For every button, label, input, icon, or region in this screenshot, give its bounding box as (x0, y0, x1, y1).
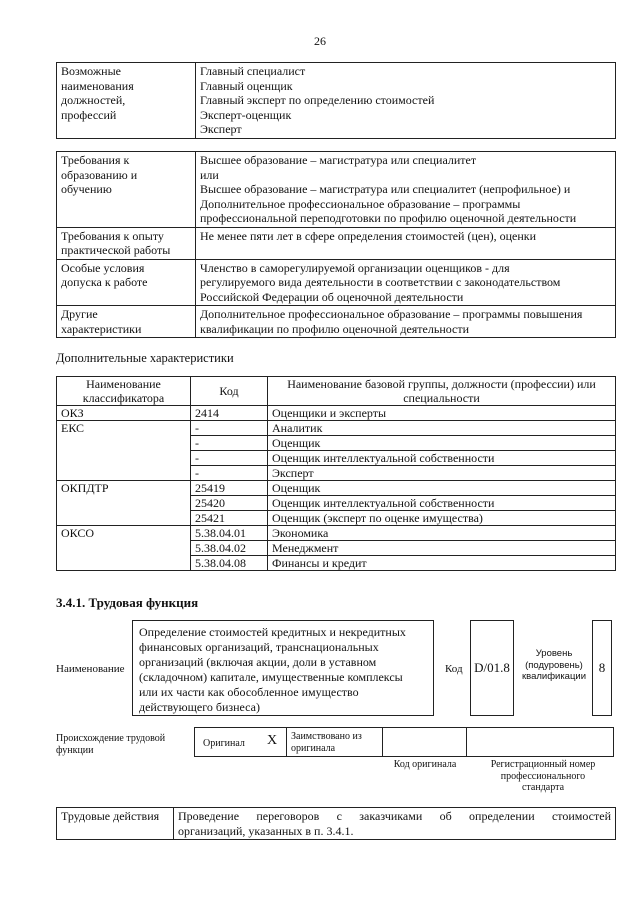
value-line: Высшее образование – магистратура или специалитет (200, 153, 477, 167)
reg-label-line: Регистрационный номер (490, 759, 596, 770)
function-name-box (132, 620, 434, 716)
header-line: классификатора (82, 391, 165, 405)
classifier-code: 25419 (191, 481, 268, 496)
label-line: образованию и (61, 167, 138, 182)
classifier-name: ОКЗ (57, 406, 191, 421)
classifier-title: Оценщик (268, 436, 616, 451)
label-line: характеристики (61, 321, 142, 336)
classifier-title: Аналитик (268, 421, 616, 436)
classifier-code: - (191, 451, 268, 466)
function-name-line: организаций (включая акции, доли в уставном (139, 655, 377, 669)
original-label: Оригинал (203, 738, 245, 749)
table-row (57, 406, 616, 421)
table-row (57, 481, 616, 496)
origin-divider (286, 727, 287, 757)
label-line: Возможные (61, 64, 121, 78)
classifier-title: Оценщик интеллектуальной собственности (268, 451, 616, 466)
requirement-label (57, 152, 196, 228)
code-original-label: Код оригинала (393, 759, 457, 770)
requirement-value (196, 306, 616, 338)
requirement-row (57, 227, 616, 259)
borrowed-label-line: Заимствовано из (291, 731, 362, 742)
label-line: Требования к (61, 153, 130, 167)
value-line: квалификации по профилю оценочной деятельности (200, 321, 470, 336)
origin-label-line: функции (56, 744, 94, 756)
positions-label (57, 63, 196, 139)
value-line: Не менее пяти лет в сфере определения стоимостей (цен), оценки (200, 228, 537, 243)
value-line: регулируемого вида деятельности в соответствии с законодательством (200, 275, 561, 289)
requirement-row (57, 152, 616, 228)
additional-heading: Дополнительные характеристики (56, 351, 234, 365)
function-name-line: или их части как обособленное имущество (139, 685, 359, 699)
label-line: наименования (61, 78, 134, 93)
action-line: Проведение переговоров с заказчиками об определении стоимостей (178, 809, 611, 823)
classifier-title: Финансы и кредит (268, 556, 616, 571)
classifier-code: 5.38.04.01 (191, 526, 268, 541)
classifier-code: 5.38.04.08 (191, 556, 268, 571)
reg-number-label (470, 759, 616, 794)
value-line: Дополнительное профессиональное образование – программы повышения (200, 307, 583, 321)
requirements-table (56, 151, 616, 338)
requirement-value (196, 152, 616, 228)
borrowed-label (291, 731, 362, 754)
level-value: 8 (598, 660, 606, 675)
name-label: Наименование (56, 663, 125, 675)
classifier-title: Эксперт (268, 466, 616, 481)
page-number: 26 (314, 34, 326, 48)
section-title: 3.4.1. Трудовая функция (56, 595, 199, 610)
label-line: профессий (61, 107, 117, 122)
classifier-name: ОКПДТР (57, 481, 191, 526)
position-name: Главный эксперт по определению стоимостей (200, 93, 435, 107)
header-code: Код (191, 377, 268, 406)
label-line: Другие (61, 307, 98, 321)
classifier-code: 25420 (191, 496, 268, 511)
positions-list (196, 63, 616, 139)
actions-value (174, 808, 616, 840)
reg-label-line: стандарта (521, 782, 565, 793)
requirement-value (196, 227, 616, 259)
label-line: Особые условия (61, 260, 145, 275)
header-line: Наименование базовой группы, должности (профессии) или (287, 377, 596, 391)
position-name: Эксперт-оценщик (200, 107, 292, 122)
header-classifier (57, 377, 191, 406)
header-line: Наименование (86, 377, 161, 391)
classifier-table (56, 376, 616, 571)
borrowed-label-line: оригинала (291, 742, 336, 754)
level-label-line: квалификации (521, 671, 587, 682)
origin-label-line: Происхождение трудовой (56, 733, 166, 744)
origin-divider (382, 727, 383, 757)
position-name: Главный специалист (200, 64, 306, 78)
positions-table (56, 62, 616, 139)
reg-label-line: профессионального (500, 770, 586, 782)
value-line: Дополнительное профессиональное образование – программы (200, 196, 521, 211)
actions-label: Трудовые действия (57, 808, 174, 840)
label-line: Требования к опыту (61, 228, 164, 243)
function-name-line: финансовых организаций, транснациональных (139, 640, 379, 654)
value-line: или (200, 167, 219, 182)
classifier-title: Оценщик (эксперт по оценке имущества) (268, 511, 616, 526)
code-box (470, 620, 514, 716)
table-row (57, 526, 616, 541)
value-line: профессиональной переподготовки по профилю оценочной деятельности (200, 211, 577, 225)
origin-divider (613, 727, 614, 757)
function-name-line: (складочном) капитале, имущественные комплексы (139, 670, 403, 684)
classifier-code: 5.38.04.02 (191, 541, 268, 556)
requirement-label (57, 306, 196, 338)
level-box (592, 620, 612, 716)
classifier-header-row (57, 377, 616, 406)
header-line: специальности (403, 391, 480, 405)
code-label: Код (445, 663, 463, 675)
classifier-code: 2414 (191, 406, 268, 421)
level-label-line: (подуровень) (525, 659, 583, 671)
requirement-label (57, 227, 196, 259)
origin-divider (194, 727, 195, 757)
original-mark: X (267, 733, 278, 748)
label-line: обучению (61, 182, 112, 196)
classifier-code: 25421 (191, 511, 268, 526)
level-label-line: Уровень (535, 648, 573, 659)
classifier-title: Менеджмент (268, 541, 616, 556)
classifier-title: Оценщик (268, 481, 616, 496)
action-line: организаций, указанных в п. 3.4.1. (178, 823, 354, 838)
label-line: должностей, (61, 93, 126, 107)
level-label (520, 648, 588, 683)
requirement-value (196, 259, 616, 306)
value-line: Российской Федерации об оценочной деятельности (200, 289, 464, 304)
classifier-title: Экономика (268, 526, 616, 541)
classifier-code: - (191, 466, 268, 481)
origin-row (194, 727, 614, 757)
position-name: Эксперт (200, 122, 242, 136)
function-name-line: действующего бизнеса) (139, 700, 260, 714)
actions-table (56, 807, 616, 840)
classifier-name: ЕКС (57, 421, 191, 481)
requirement-row (57, 259, 616, 306)
classifier-title: Оценщик интеллектуальной собственности (268, 496, 616, 511)
function-code: D/01.8 (474, 660, 510, 675)
table-row (57, 808, 616, 840)
table-row (57, 421, 616, 436)
position-name: Главный оценщик (200, 78, 293, 93)
classifier-name: ОКСО (57, 526, 191, 571)
requirement-label (57, 259, 196, 306)
origin-label (56, 733, 165, 756)
requirement-row (57, 306, 616, 338)
classifier-code: - (191, 436, 268, 451)
header-name (268, 377, 616, 406)
origin-divider (466, 727, 467, 757)
value-line: Членство в саморегулируемой организации оценщиков - для (200, 260, 510, 275)
label-line: допуска к работе (61, 275, 148, 289)
classifier-code: - (191, 421, 268, 436)
value-line: Высшее образование – магистратура или специалитет (непрофильное) и (200, 182, 571, 196)
label-line: практической работы (61, 243, 171, 257)
classifier-title: Оценщики и эксперты (268, 406, 616, 421)
function-name-line: Определение стоимостей кредитных и некредитных (139, 625, 406, 639)
